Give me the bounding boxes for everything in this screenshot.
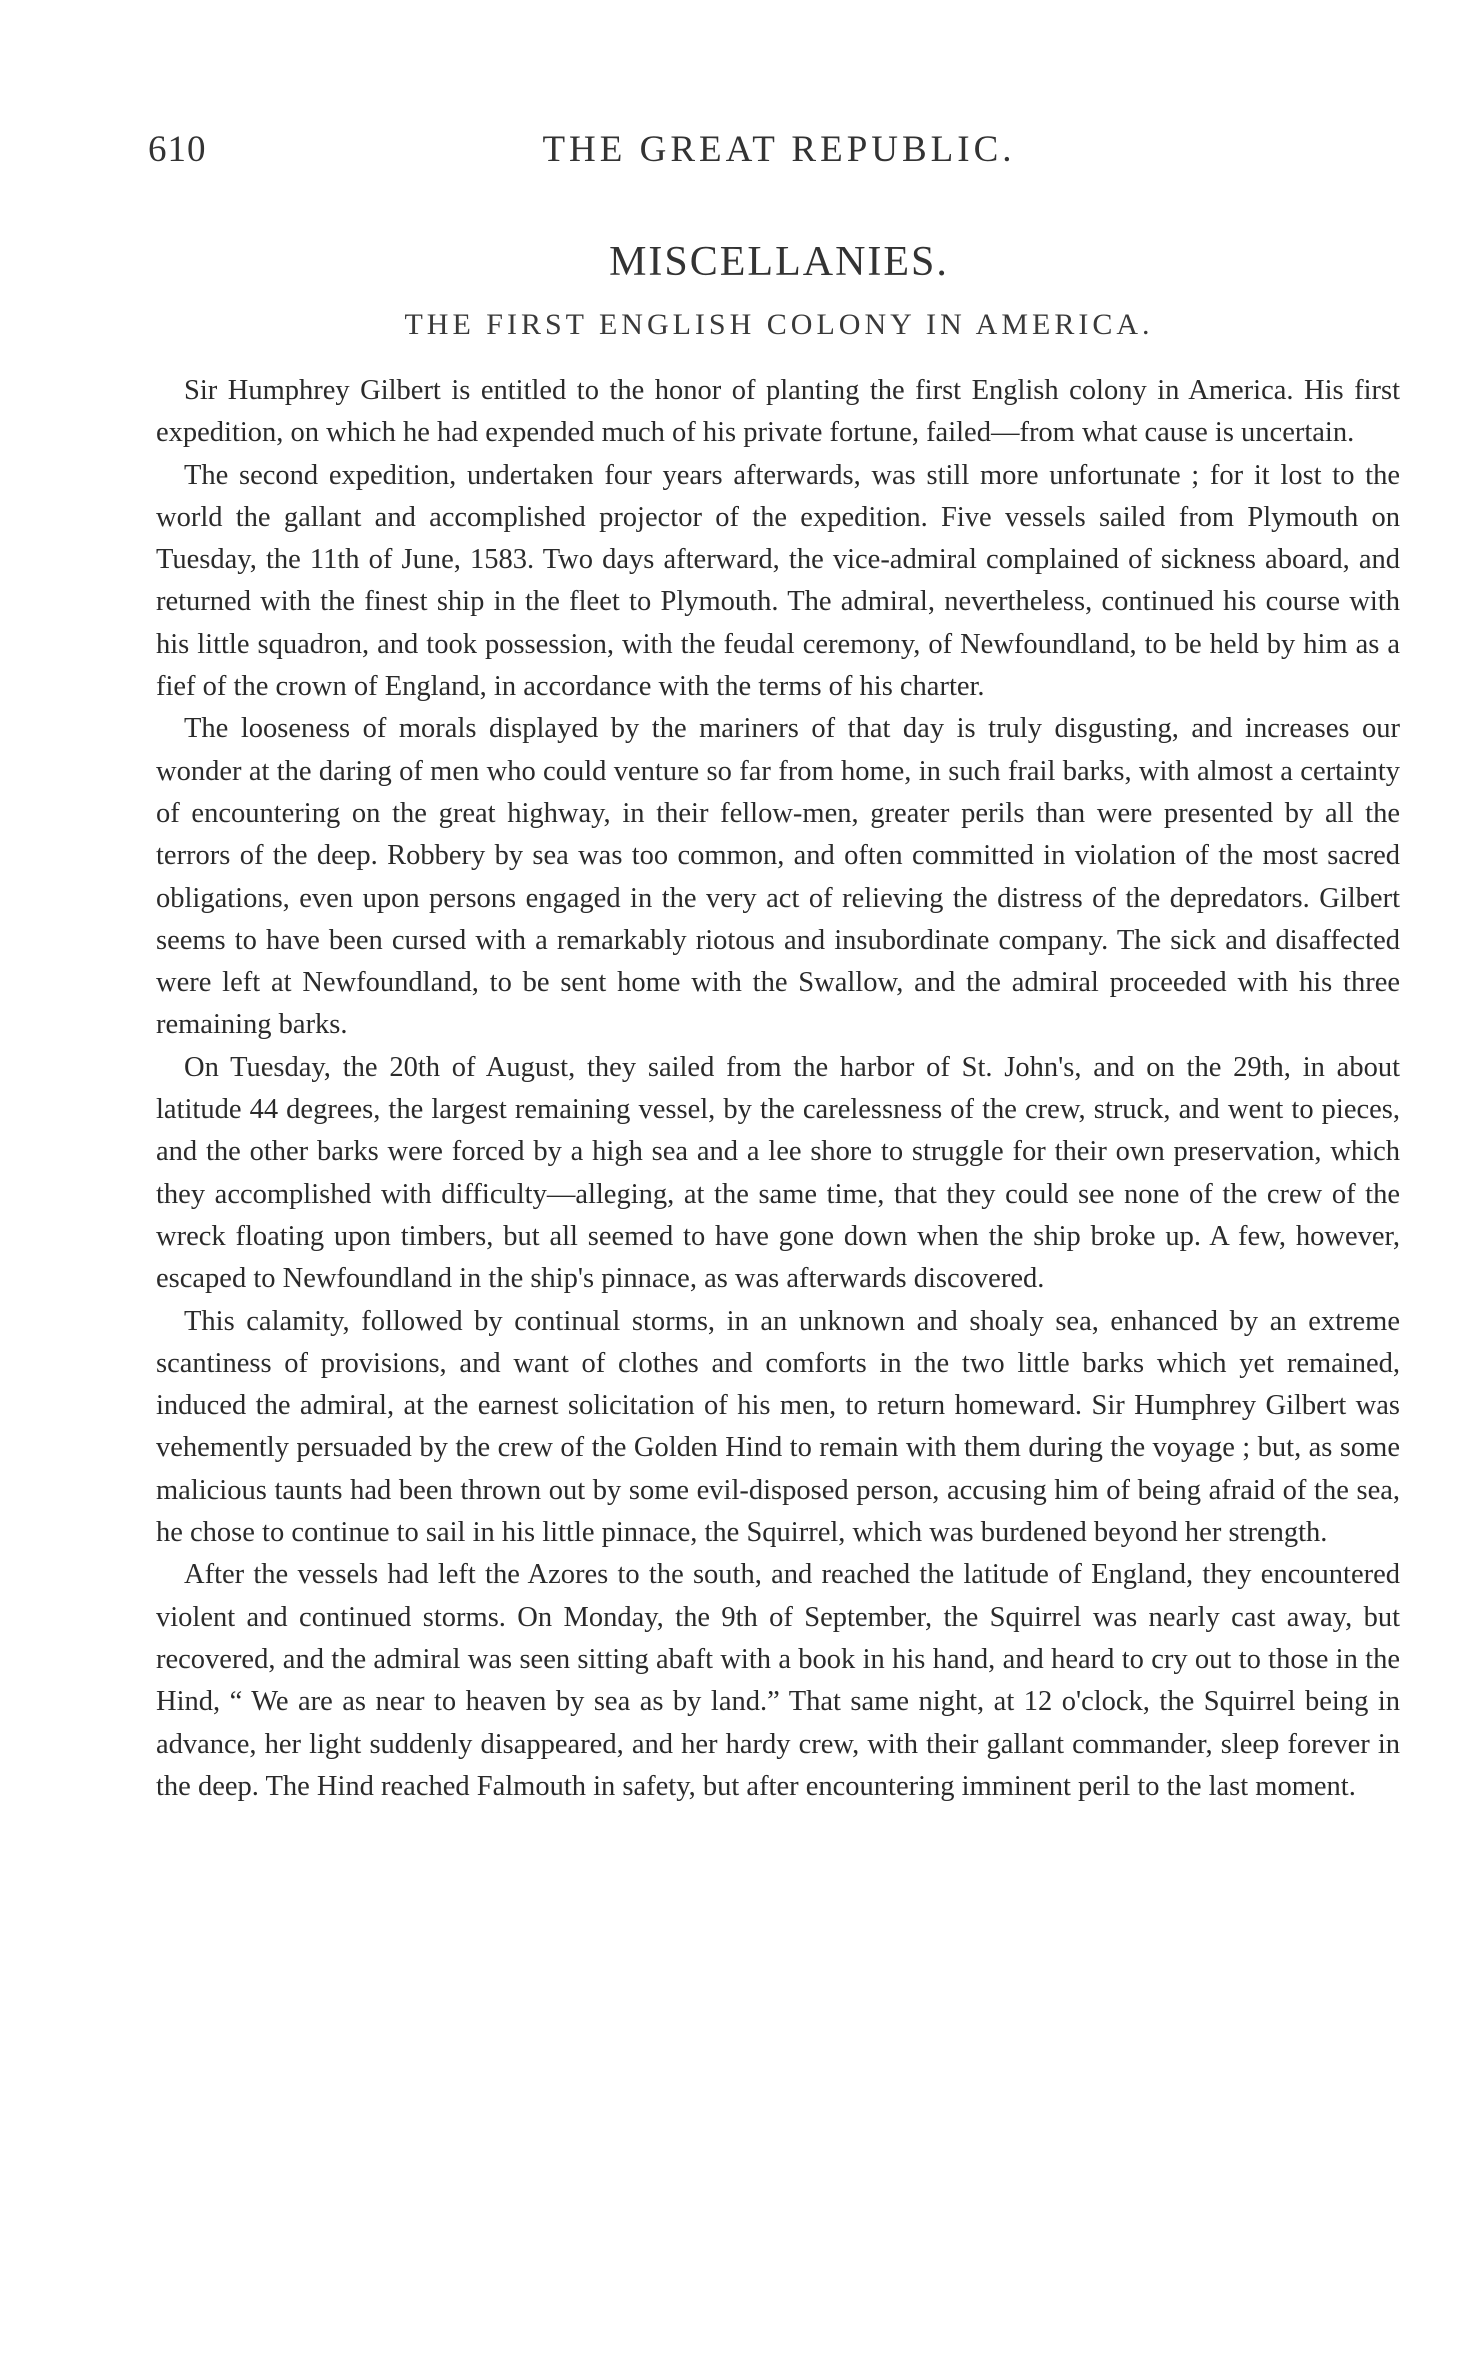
paragraph: Sir Humphrey Gilbert is entitled to the honor of planting the first English colony in America. His first expedition, on which he had expended much of his private fortune, failed—from what cause is uncertain.: [156, 375, 1400, 449]
page-number: 610: [148, 129, 207, 170]
paragraph: This calamity, followed by continual storms, in an unknown and shoaly sea, enhanced by an extreme scantiness of provisions, and want of clothes and comforts in the two little barks which yet remained, induced the admiral, at the earnest solicitation of his men, to return homeward. Sir Humphrey Gilbert was vehemently persuaded by the crew of the Golden Hind to remain with them during the voyage ; but, as some malicious taunts had been thrown out by some evil-disposed person, accusing him of being afraid of the sea, he chose to continue to sail in his little pinnace, the Squirrel, which was burdened beyond her strength.: [156, 1305, 1400, 1549]
paragraph: After the vessels had left the Azores to the south, and reached the latitude of England, they encountered violent and continued storms. On Monday, the 9th of September, the Squirrel was nearly cast away, but recovered, and the admiral was seen sitting abaft with a book in his hand, and heard to cry out to those in the Hind, “ We are as near to heaven by sea as by land.” That same night, at 12 o'clock, the Squirrel being in advance, her light suddenly disappeared, and her hardy crew, with their gallant commander, sleep forever in the deep. The Hind reached Falmouth in safety, but after encountering imminent peril to the last moment.: [156, 1559, 1400, 1802]
paragraph: The looseness of morals displayed by the mariners of that day is truly disgusting, and increases our wonder at the daring of men who could venture so far from home, in such frail barks, with almost a certainty of encountering on the great highway, in their fellow-men, greater perils than were presented by all the terrors of the deep. Robbery by sea was too common, and often committed in violation of the most sacred obligations, even upon persons engaged in the very act of relieving the distress of the depredators. Gilbert seems to have been cursed with a remarkably riotous and insubordinate company. The sick and disaffected were left at Newfoundland, to be sent home with the Swallow, and the admiral proceeded with his three remaining barks.: [156, 713, 1400, 1041]
paragraph: The second expedition, undertaken four years afterwards, was still more unfortunate ; for it lost to the world the gallant and accomplished projector of the expedition. Five vessels sailed from Plymouth on Tuesday, the 11th of June, 1583. Two days afterward, the vice-admiral complained of sickness aboard, and returned with the finest ship in the fleet to Plymouth. The admiral, nevertheless, continued his course with his little squadron, and took possession, with the feudal ceremony, of Newfoundland, to be held by him as a fief of the crown of England, in accordance with the terms of his charter.: [156, 459, 1400, 703]
paragraph: On Tuesday, the 20th of August, they sailed from the harbor of St. John's, and on the 29th, in about latitude 44 degrees, the largest remaining vessel, by the carelessness of the crew, struck, and went to pieces, and the other barks were forced by a high sea and a lee shore to struggle for their own preservation, which they accomplished with difficulty—alleging, at the same time, that they could see none of the crew of the wreck floating upon timbers, but all seemed to have gone down when the ship broke up. A few, however, escaped to Newfoundland in the ship's pinnace, as was afterwards discovered.: [156, 1051, 1400, 1295]
article-body: [156, 370, 1400, 1808]
running-head: [148, 128, 1410, 178]
article-title: THE FIRST ENGLISH COLONY IN AMERICA.: [404, 308, 1154, 341]
section-heading: MISCELLANIES.: [609, 239, 949, 285]
running-title: THE GREAT REPUBLIC.: [542, 129, 1016, 170]
